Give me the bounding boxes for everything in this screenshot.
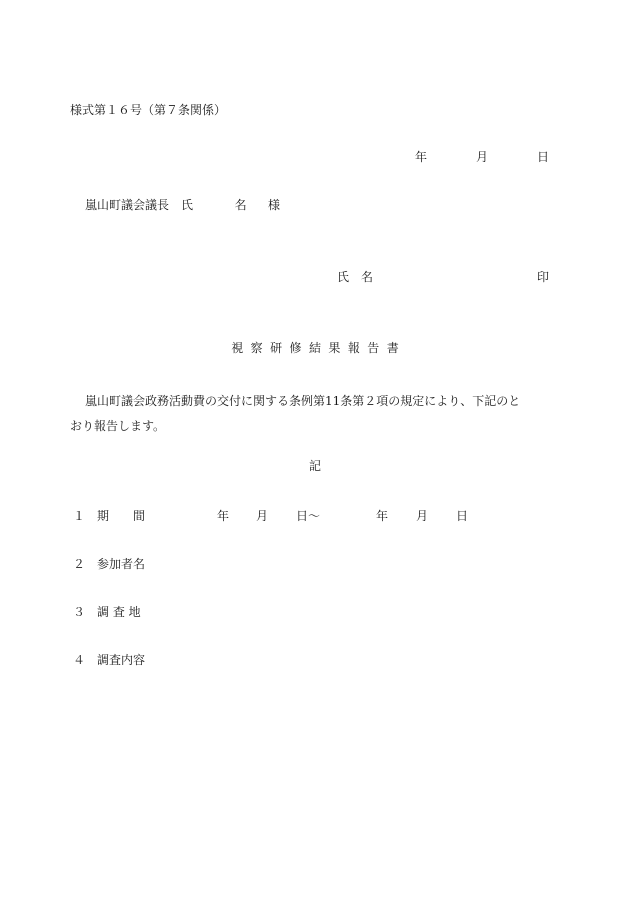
document-title [0,342,630,354]
addressee-name-char: 名 [234,198,247,212]
signature-seal-label: 印 [537,270,550,284]
title-char: 視 [231,341,244,355]
title-char: 書 [386,341,399,355]
title-char: 修 [289,341,302,355]
date-day-label: 日 [537,150,550,164]
period-start-day-label: 日～ [296,509,321,523]
period-end-year-label: 年 [376,509,389,523]
signature-name-label: 氏 名 [337,270,374,284]
form-number: 様式第１６号（第７条関係） [70,103,227,117]
title-char: 結 [308,341,321,355]
item-number: ２ [73,557,86,571]
date-year-label: 年 [415,150,428,164]
title-char: 研 [270,341,283,355]
addressee-honorific: 様 [268,198,281,212]
body-paragraph [70,389,562,439]
item-number: １ [73,509,86,523]
period-end-month-label: 月 [416,509,429,523]
date-month-label: 月 [476,150,489,164]
addressee [85,199,247,211]
addressee-text: 嵐山町議会議長 氏 [85,198,194,212]
item-number: ３ [73,605,86,619]
period-end-day-label: 日 [456,509,469,523]
period-start-month-label: 月 [256,509,269,523]
item-label: 期 間 [97,509,146,523]
title-char: 察 [250,341,263,355]
item-label: 参加者名 [97,557,146,571]
body-line-1: 嵐山町議会政務活動費の交付に関する条例第11条第２項の規定により、下記のと [85,394,521,408]
title-char: 報 [347,341,360,355]
period-start-year-label: 年 [217,509,230,523]
item-number: ４ [73,653,86,667]
title-char: 果 [328,341,341,355]
body-line-2: おり報告します。 [70,419,166,433]
title-char: 告 [367,341,380,355]
item-label: 調 査 地 [97,605,141,619]
ki-heading: 記 [308,459,321,473]
item-label: 調査内容 [97,653,146,667]
